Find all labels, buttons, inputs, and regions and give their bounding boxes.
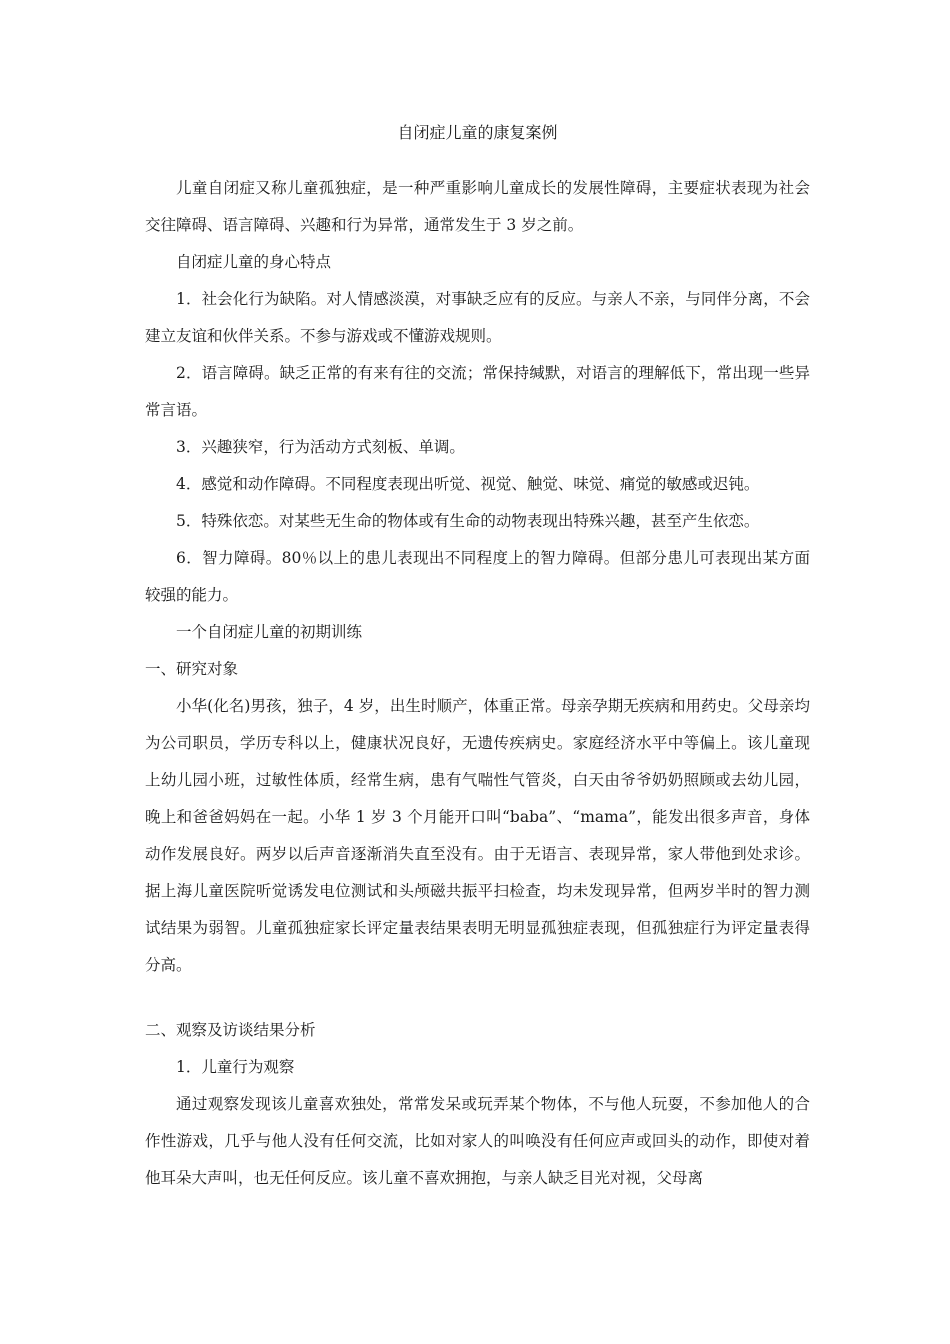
document-page	[145, 122, 810, 1197]
behavior-paragraph: 通过观察发现该儿童喜欢独处，常常发呆或玩弄某个物体，不与他人玩耍，不参加他人的合作性游戏，几乎与他人没有任何交流，比如对家人的叫唤没有任何应声或回头的动作，即使对着他耳朵大声叫，也无任何反应。该儿童不喜欢拥抱，与亲人缺乏目光对视，父母离	[145, 1095, 810, 1187]
trait-item: 2．语言障碍。缺乏正常的有来有往的交流；常保持缄默，对语言的理解低下，常出现一些异常言语。	[145, 364, 810, 419]
heading-research-subject: 一、研究对象	[145, 660, 239, 678]
document-title: 自闭症儿童的康复案例	[397, 123, 558, 142]
section-heading-traits: 自闭症儿童的身心特点	[176, 253, 332, 271]
intro-paragraph: 儿童自闭症又称儿童孤独症，是一种严重影响儿童成长的发展性障碍，主要症状表现为社会交往障碍、语言障碍、兴趣和行为异常，通常发生于 3 岁之前。	[145, 179, 810, 234]
trait-item: 5．特殊依恋。对某些无生命的物体或有生命的动物表现出特殊兴趣，甚至产生依恋。	[176, 512, 760, 530]
trait-item: 3．兴趣狭窄，行为活动方式刻板、单调。	[176, 438, 465, 456]
heading-analysis: 二、观察及访谈结果分析	[145, 1021, 316, 1039]
subject-paragraph: 小华(化名)男孩，独子，4 岁，出生时顺产，体重正常。母亲孕期无疾病和用药史。父母亲均为公司职员，学历专科以上，健康状况良好，无遗传疾病史。家庭经济水平中等偏上。该儿童现上幼儿园小班，过敏性体质，经常生病，患有气喘性气管炎，白天由爷爷奶奶照顾或去幼儿园，晚上和爸爸妈妈在一起。小华 1 岁 3 个月能开口叫“baba”、“mama”，能发出很多声音，身体动作发展良好。两岁以后声音逐渐消失直至没有。由于无语言、表现异常，家人带他到处求诊。据上海儿童医院听觉诱发电位测试和头颅磁共振平扫检查，均未发现异常，但两岁半时的智力测试结果为弱智。儿童孤独症家长评定量表结果表明无明显孤独症表现，但孤独症行为评定量表得分高。	[145, 697, 810, 974]
trait-item: 4．感觉和动作障碍。不同程度表现出听觉、视觉、触觉、味觉、痛觉的敏感或迟钝。	[176, 475, 760, 493]
heading-behavior-observation: 1．儿童行为观察	[176, 1058, 295, 1076]
trait-item: 1．社会化行为缺陷。对人情感淡漠，对事缺乏应有的反应。与亲人不亲，与同伴分离，不会建立友谊和伙伴关系。不参与游戏或不懂游戏规则。	[145, 290, 810, 345]
trait-item: 6．智力障碍。80％以上的患儿表现出不同程度上的智力障碍。但部分患儿可表现出某方面较强的能力。	[145, 549, 810, 604]
paragraph-spacer	[145, 984, 810, 1012]
section-heading-training: 一个自闭症儿童的初期训练	[176, 623, 363, 641]
